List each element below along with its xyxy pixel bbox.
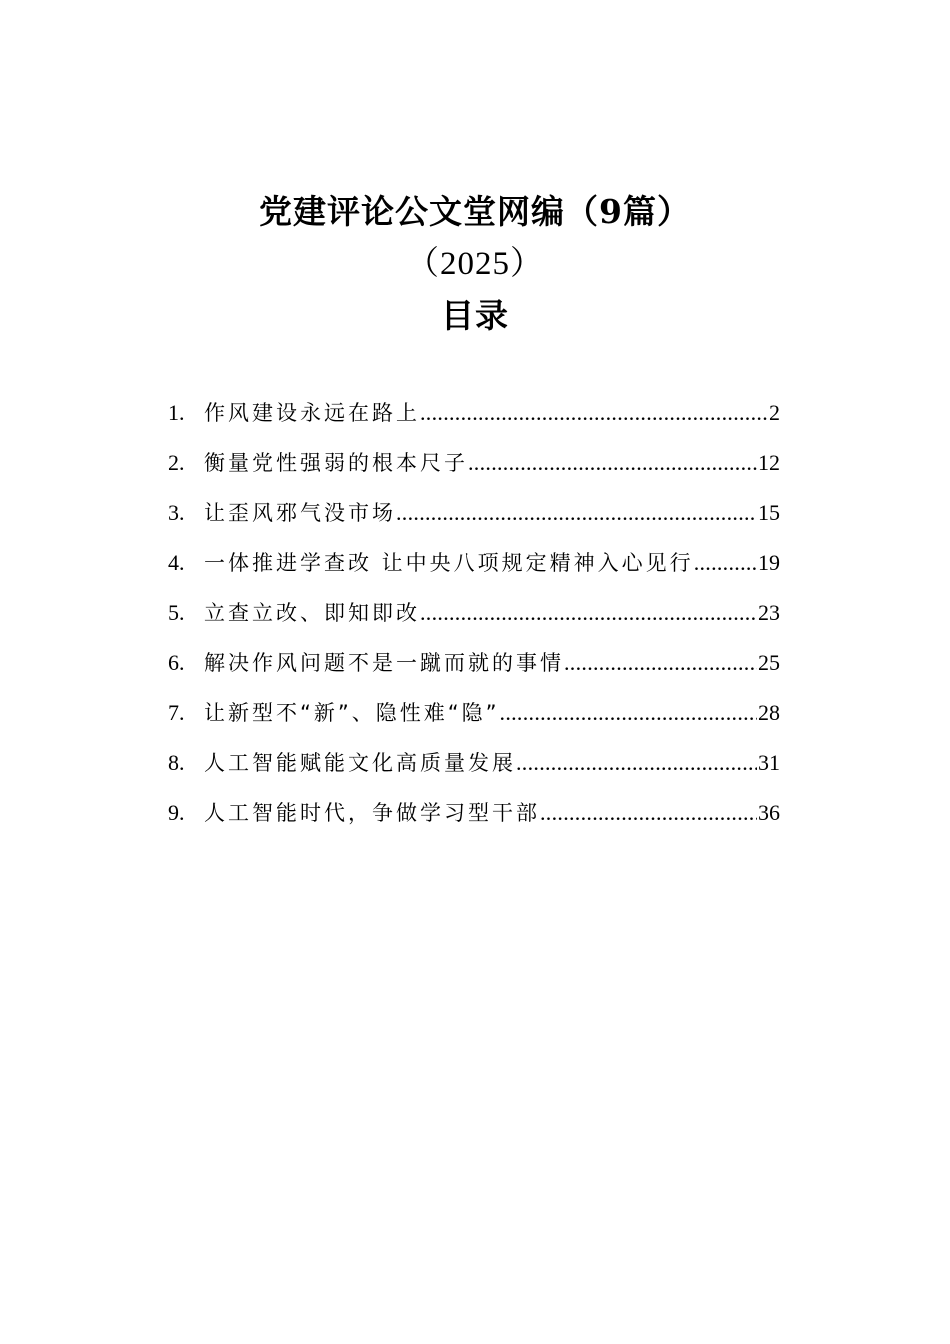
toc-dot-leader (420, 588, 757, 638)
toc-dot-leader (420, 388, 768, 438)
toc-entry-title: 作风建设永远在路上 (204, 401, 420, 425)
toc-entry-page: 31 (758, 750, 780, 775)
toc-dot-leader (500, 688, 757, 738)
toc-entry-page: 12 (758, 450, 780, 475)
toc-entry-title: 解决作风问题不是一蹴而就的事情 (204, 651, 564, 675)
toc-entry-number: 3. (168, 500, 185, 525)
toc-entry[interactable] (168, 588, 780, 638)
document-title: 党建评论公文堂网编（9篇） (259, 192, 691, 231)
toc-entry-title: 人工智能时代，争做学习型干部 (204, 801, 540, 825)
toc-entry-number: 7. (168, 700, 185, 725)
toc-entry-title: 让歪风邪气没市场 (204, 501, 396, 525)
toc-entry-page: 23 (758, 600, 780, 625)
toc-entry[interactable] (168, 788, 780, 838)
table-of-contents (168, 388, 780, 838)
toc-entry-title: 让新型不“新”、隐性难“隐” (204, 701, 500, 725)
toc-entry-number: 2. (168, 450, 185, 475)
toc-dot-leader (516, 738, 757, 788)
toc-dot-leader (540, 788, 757, 838)
toc-entry-title: 一体推进学查改 让中央八项规定精神入心见行 (204, 551, 694, 575)
toc-entry[interactable] (168, 488, 780, 538)
toc-entry-number: 6. (168, 650, 185, 675)
toc-entry[interactable] (168, 688, 780, 738)
toc-entry-number: 8. (168, 750, 185, 775)
toc-entry[interactable] (168, 388, 780, 438)
title-block (0, 186, 950, 342)
toc-entry-page: 15 (758, 500, 780, 525)
document-year: （2025） (406, 246, 544, 282)
toc-entry-number: 1. (168, 400, 185, 425)
toc-dot-leader (564, 638, 757, 688)
toc-entry-page: 36 (758, 800, 780, 825)
toc-entry-title: 立查立改、即知即改 (204, 601, 420, 625)
toc-entry-title: 衡量党性强弱的根本尺子 (204, 451, 468, 475)
toc-dot-leader (396, 488, 757, 538)
toc-entry-number: 9. (168, 800, 185, 825)
toc-dot-leader (468, 438, 757, 488)
toc-entry-page: 25 (758, 650, 780, 675)
toc-entry-number: 4. (168, 550, 185, 575)
toc-entry-number: 5. (168, 600, 185, 625)
toc-entry[interactable] (168, 638, 780, 688)
toc-entry-page: 28 (758, 700, 780, 725)
toc-entry[interactable] (168, 438, 780, 488)
toc-entry[interactable] (168, 738, 780, 788)
toc-entry[interactable] (168, 538, 780, 588)
toc-heading: 目录 (441, 296, 509, 335)
toc-entry-title: 人工智能赋能文化高质量发展 (204, 751, 516, 775)
toc-entry-page: 19 (758, 550, 780, 575)
toc-entry-page: 2 (769, 400, 780, 425)
toc-dot-leader (694, 538, 757, 588)
